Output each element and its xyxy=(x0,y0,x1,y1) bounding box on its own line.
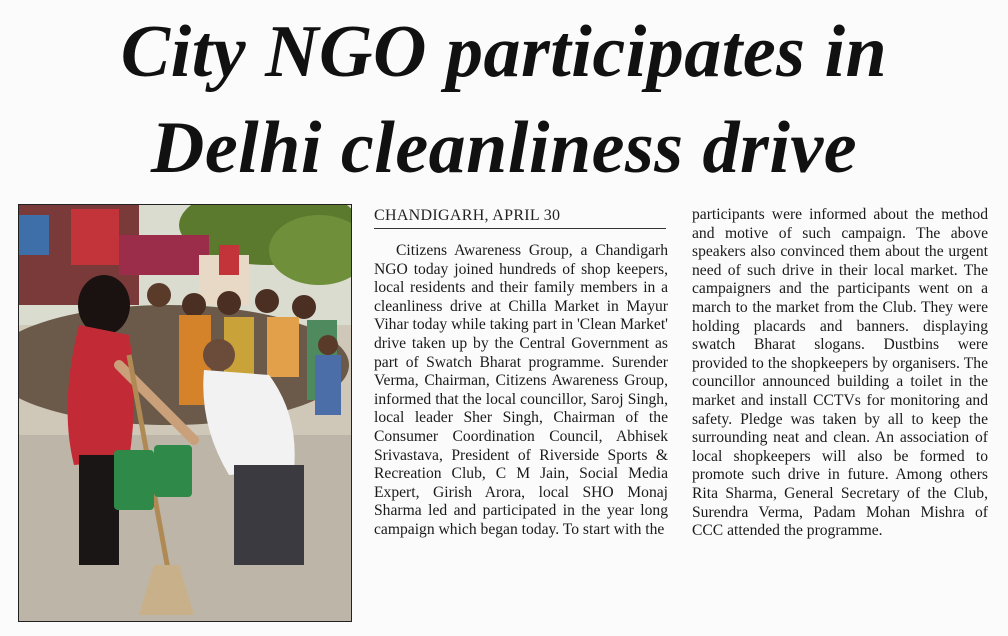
headline-line-1: City NGO participates in xyxy=(120,11,888,93)
article-column-2: participants were informed about the method and motive of such campaign. The above speakers also convinced them about the urgent need of such drive in their local market. The campaigners and the participants went on a march to the market from the Club. They were holding placards and banners. displaying swatch Bharat slogans. Dustbins were provided to the shopkeepers by organisers. The councillor announced building a toilet in the market and install CCTVs for monitoring and safety. Pledge was taken by all to keep the surrounding neat and clean. An association of local shopkeepers will also be formed to promote such drive in future. Among others Rita Sharma, General Secretary of the Club, Surendra Verma, Padam Mohan Mishra of CCC attended the programme. xyxy=(692,206,988,540)
dateline: CHANDIGARH, APRIL 30 xyxy=(374,206,666,229)
headline-line-2: Delhi cleanliness drive xyxy=(150,107,858,189)
news-photo xyxy=(18,204,352,622)
article-column-1: Citizens Awareness Group, a Chandigarh NGO today joined hundreds of shop keepers, local residents and their family members in a cleanliness drive at Chilla Market in Mayur Vihar today while taking part in 'Clean Market' drive taken up by the Central Government as part of Swatch Bharat programme. Surender Verma, Chairman, Citizens Awareness Group, informed that the local councillor, Saroj Singh, local leader Sher Singh, Chairman of the Consumer Coordination Council, Abhisek Srivastava, President of Riverside Sports & Recreation Club, C M Jain, Social Media Expert, Girish Arora, local SHO Monaj Sharma led and participated in the year long campaign which began today. To start with the xyxy=(374,242,668,538)
